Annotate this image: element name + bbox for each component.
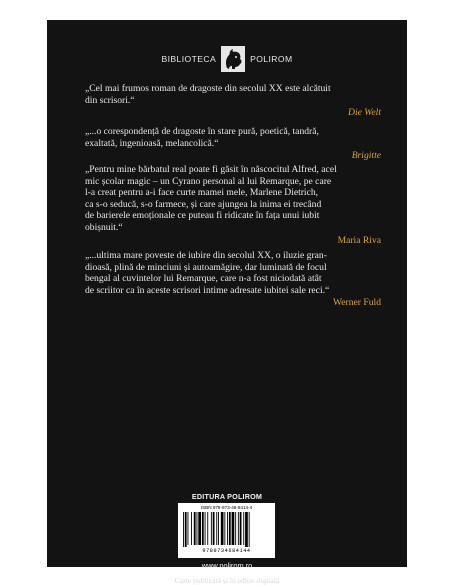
quote-line: „Pentru mine bărbatul real poate fi găsit în născocitul Alfred, acel (85, 164, 337, 175)
quote-line: ca s-o seducă, s-o farmece, și care ajungea la inima ei trecând (85, 198, 322, 210)
quote-line: bengal al cuvintelor lui Remarque, care n-a fost niciodată atât (85, 273, 322, 285)
quote-line: mic școlar magic – un Cyrano personal al lui Remarque, pe care (85, 175, 332, 187)
quote-die-welt (85, 83, 381, 119)
quote-source: Die Welt (348, 107, 381, 119)
isbn-text: ISBN 978-973-46-8414-4 (200, 505, 253, 510)
quote-source: Werner Fuld (333, 297, 381, 309)
quote-line: dioasă, plină de minciuni și autoamăgire, dar luminată de focul (85, 261, 327, 273)
barcode-digits: 9789734684144 (202, 548, 251, 554)
publisher-name: EDITURA POLIROM (191, 492, 263, 501)
lion-emblem-icon (220, 45, 246, 73)
quote-line: din scrisori.“ (85, 94, 135, 106)
quote-line: de barierele emoționale ce puteau fi ridicate în fața unui iubit (85, 210, 320, 222)
series-name-right: POLIROM (250, 54, 293, 64)
back-cover (47, 20, 407, 585)
quote-line: l-a creat pentru a-i face curte mamei mele, Marlene Dietrich, (85, 187, 319, 199)
quote-line: obișnuit.“ (85, 221, 123, 233)
quote-line: de scriitor ca în aceste scrisori intime adresate iubitei sale reci.“ (85, 284, 330, 296)
series-name-left: BIBLIOTECA (161, 54, 217, 64)
quote-line: „Cel mai frumos roman de dragoste din secolul XX este alcătuit (85, 83, 331, 94)
quote-line: „...o corespondență de dragoste în stare pură, poetică, tandră, (85, 126, 319, 137)
quote-source: Maria Riva (337, 234, 381, 246)
quote-line: „...ultima mare poveste de iubire din secolul XX, o iluzie gran- (85, 250, 327, 261)
quote-werner-fuld (85, 250, 381, 309)
quote-line: exaltată, ingenioasă, melancolică.“ (85, 137, 219, 149)
publisher-website: www.polirom.ro (201, 561, 253, 570)
quote-brigitte (85, 126, 381, 162)
digital-edition-note: Carte publicată și în ediție digitală (174, 576, 280, 585)
quote-source: Brigitte (351, 150, 381, 162)
quote-maria-riva (85, 164, 381, 247)
barcode-bars (183, 512, 270, 547)
barcode (178, 503, 275, 558)
series-logo (47, 44, 407, 74)
